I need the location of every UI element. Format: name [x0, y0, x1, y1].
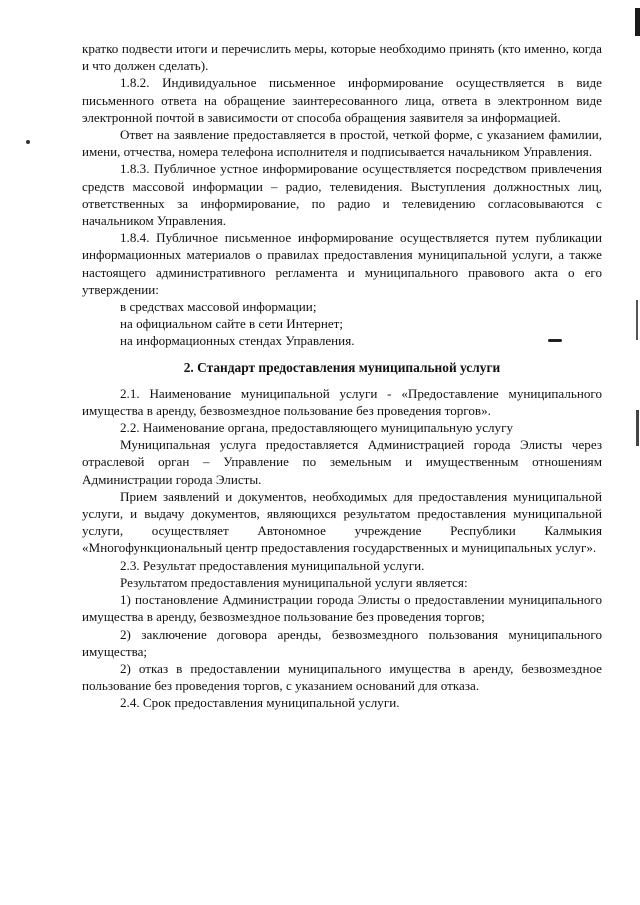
- list-item-website: на официальном сайте в сети Интернет;: [120, 316, 344, 332]
- paragraph-result-3: 2) отказ в предоставлении муниципального имущества в аренду, безвозмездное пользование без проведения торгов, с указанием оснований для отказа.: [82, 660, 602, 694]
- list-item-stands: на информационных стендах Управления.: [120, 333, 355, 349]
- scan-edge-mark-lower: [636, 410, 639, 446]
- paragraph-result-intro: Результатом предоставления муниципальной услуги является:: [120, 574, 468, 590]
- section-heading: 2. Стандарт предоставления муниципальной услуги: [183, 359, 501, 375]
- paragraph-service-provider: Муниципальная услуга предоставляется Администрацией города Элисты через отраслевой орган – Управление по земельным и имущественным отношениям Администрации города Элисты.: [82, 437, 602, 487]
- paragraph-summary-continuation: кратко подвести итоги и перечислить меры, которые необходимо принять (кто именно, когда и что должен сделать).: [82, 41, 602, 74]
- paragraph-answer-form: Ответ на заявление предоставляется в простой, четкой форме, с указанием фамилии, имени, отчества, номера телефона исполнителя и подписывается начальником Управления.: [82, 127, 602, 160]
- scan-speck-left: [26, 140, 30, 144]
- list-item-media: в средствах массовой информации;: [120, 299, 317, 315]
- paragraph-1-8-2: 1.8.2. Индивидуальное письменное информирование осуществляется в виде письменного ответа на обращение заинтересованного лица, ответа в электронном виде электронной почтой в зависимости от способа обращения заявителя за информацией.: [82, 75, 602, 125]
- paragraph-mfc: Прием заявлений и документов, необходимых для предоставления муниципальной услуги, и выдачу документов, являющихся результатом предоставления муниципальной услуги, осуществляет Автономное учреждение Республики Калмыкия «Многофункциональный центр предоставления государственных и муниципальных услуг».: [82, 488, 602, 556]
- scan-speck-margin: [548, 339, 562, 342]
- paragraph-1-8-4: 1.8.4. Публичное письменное информирование осуществляется путем публикации информационных материалов о правилах предоставления муниципальной услуги, а также настоящего административного регламента и муниципального правового акта о его утверждении:: [82, 230, 602, 297]
- paragraph-2-3: 2.3. Результат предоставления муниципальной услуги.: [120, 557, 425, 573]
- paragraph-2-4: 2.4. Срок предоставления муниципальной услуги.: [120, 695, 400, 711]
- paragraph-result-1: 1) постановление Администрации города Элисты о предоставлении муниципального имущества в аренду, безвозмездное пользование без проведения торгов;: [82, 592, 602, 625]
- paragraph-1-8-3: 1.8.3. Публичное устное информирование осуществляется посредством привлечения средств массовой информации – радио, телевидения. Выступления должностных лиц, ответственных за информирование, по радио и телевидению согласовываются с начальником Управления.: [82, 161, 602, 229]
- scan-edge-mark-mid: [636, 300, 638, 340]
- paragraph-2-2: 2.2. Наименование органа, предоставляющего муниципальную услугу: [120, 420, 514, 436]
- scan-edge-mark-top: [635, 8, 640, 36]
- paragraph-result-2: 2) заключение договора аренды, безвозмездного пользования муниципального имущества;: [82, 626, 602, 659]
- document-page: [82, 40, 602, 712]
- paragraph-2-1: 2.1. Наименование муниципальной услуги - «Предоставление муниципального имущества в аренду, безвозмездное пользование без проведения торгов».: [82, 385, 602, 418]
